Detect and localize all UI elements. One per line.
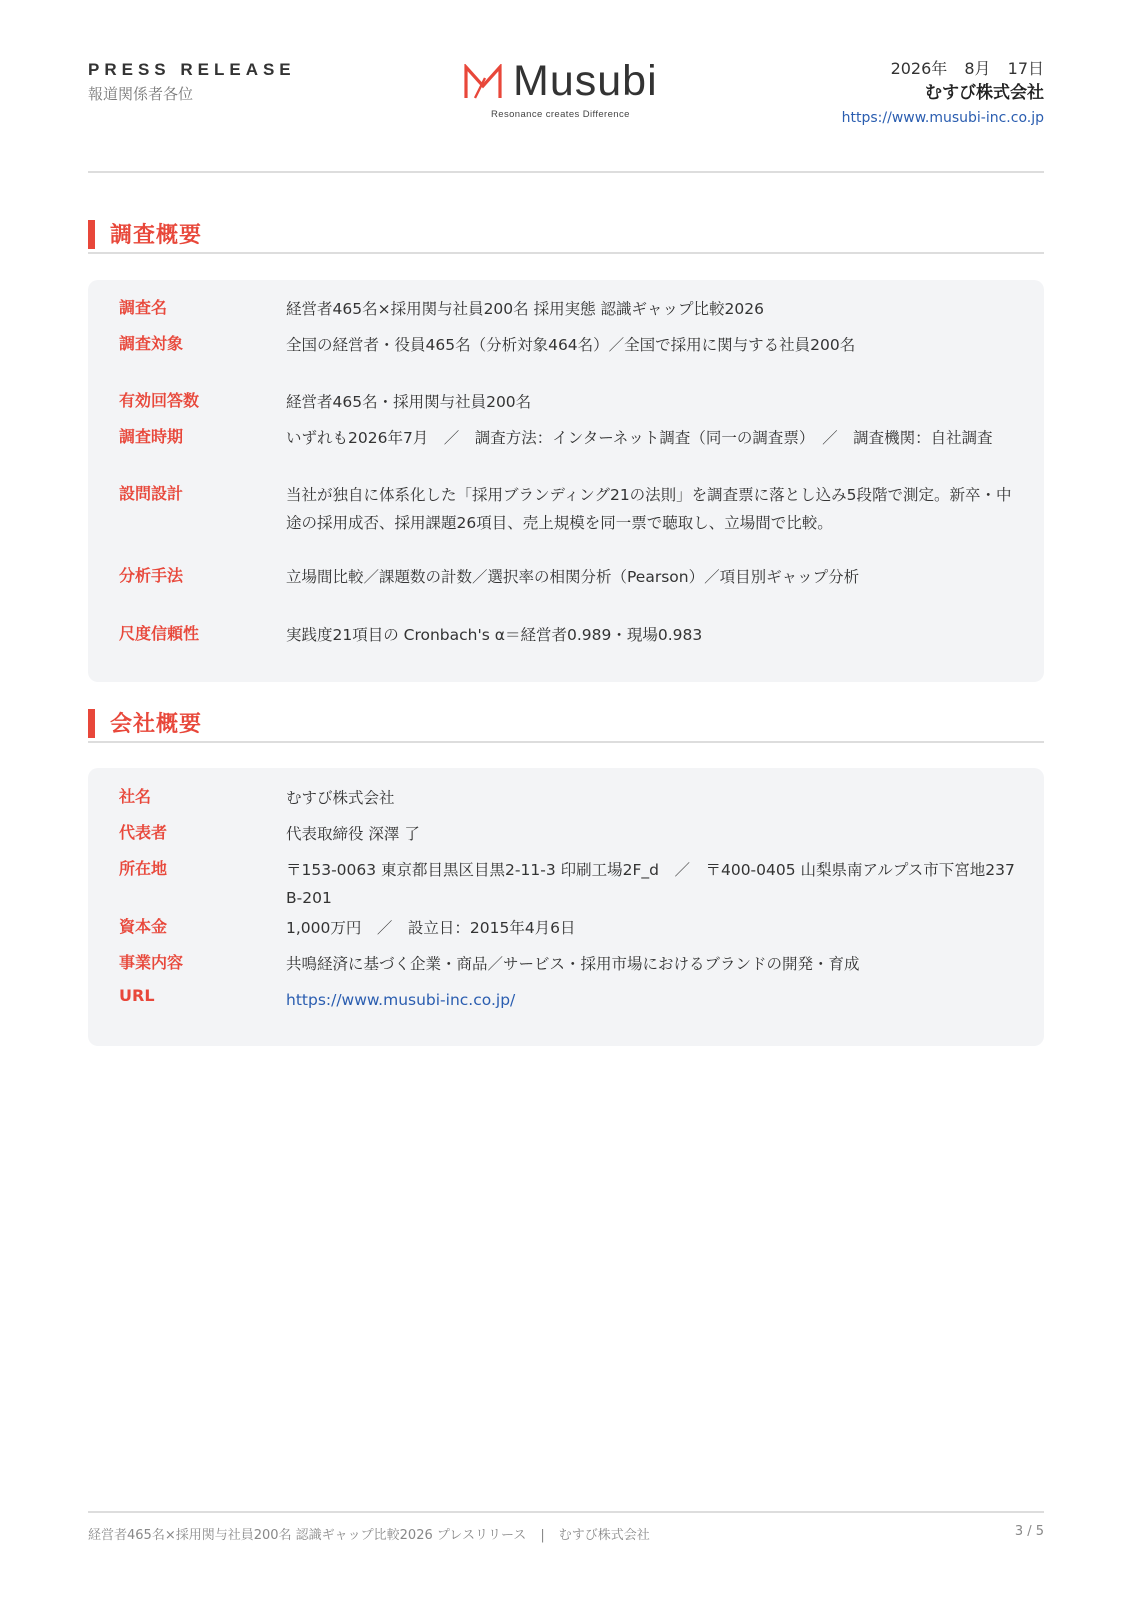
section-title: 会社概要: [110, 712, 203, 737]
row-value: 経営者465名・採用関与社員200名: [286, 393, 532, 411]
release-date: 2026年 8月 17日: [890, 59, 1044, 78]
audience-label: 報道関係者各位: [88, 85, 194, 103]
row-value: 〒153-0063 東京都目黒区目黒2-11-3 印刷工場2F_d ／ 〒400-0405 山梨県南アルプス市下宮地237 B-201: [286, 861, 1015, 907]
row-label: 尺度信頼性: [119, 624, 200, 643]
footer-company: むすび株式会社: [558, 1528, 650, 1543]
press-release-label: PRESS RELEASE: [88, 60, 296, 79]
row-label: URL: [119, 986, 155, 1005]
row-label: 調査対象: [119, 334, 184, 353]
section-title: 調査概要: [110, 223, 203, 248]
survey-section-heading: [88, 218, 1044, 254]
row-value: 当社が独自に体系化した「採用ブランディング21の法則」を調査票に落とし込み5段階で測定。新卒・中途の採用成否、採用課題26項目、売上規模を同一票で聴取し、立場間で比較。: [286, 486, 1012, 532]
row-value: 立場間比較／課題数の計数／選択率の相関分析（Pearson）／項目別ギャップ分析: [286, 568, 860, 586]
row-label: 所在地: [119, 859, 168, 878]
row-value: 共鳴経済に基づく企業・商品／サービス・採用市場におけるブランドの開発・育成: [286, 955, 860, 973]
row-label: 調査時期: [119, 427, 184, 446]
row-label: 社名: [119, 787, 152, 806]
footer-divider: [88, 1511, 1044, 1513]
musubi-mark-icon: [463, 64, 503, 100]
company-name: むすび株式会社: [925, 83, 1044, 103]
footer-separator: |: [540, 1528, 545, 1543]
footer-document-title: 経営者465名×採用関与社員200名 認識ギャップ比較2026 プレスリリース: [88, 1528, 527, 1543]
row-value: むすび株式会社: [286, 789, 395, 807]
section-accent-bar: [88, 220, 95, 249]
row-label: 事業内容: [119, 953, 184, 972]
logo-wordmark: Musubi: [513, 57, 658, 105]
row-value: 経営者465名×採用関与社員200名 採用実態 認識ギャップ比較2026: [286, 300, 764, 318]
row-label: 調査名: [119, 298, 168, 317]
page-number: 3 / 5: [1014, 1524, 1044, 1539]
row-label: 有効回答数: [119, 391, 200, 410]
company-section-heading: [88, 707, 1044, 743]
survey-panel: [88, 280, 1044, 682]
row-label: 代表者: [119, 823, 168, 842]
row-value: 1,000万円 ／ 設立日：2015年4月6日: [286, 919, 576, 937]
musubi-logo: [463, 58, 693, 128]
header-divider: [88, 171, 1044, 173]
row-value: いずれも2026年7月 ／ 調査方法：インターネット調査（同一の調査票） ／ 調査機関：自社調査: [286, 429, 993, 447]
page-header: [88, 58, 1044, 134]
row-value: 実践度21項目の Cronbach's α＝経営者0.989・現場0.983: [286, 626, 703, 644]
company-website-link[interactable]: https://www.musubi-inc.co.jp/: [286, 991, 516, 1009]
logo-tagline: Resonance creates Difference: [491, 109, 630, 120]
row-value: 全国の経営者・役員465名（分析対象464名）／全国で採用に関与する社員200名: [286, 336, 856, 354]
row-label: 設問設計: [119, 484, 184, 503]
release-meta: [842, 58, 1044, 130]
row-label: 分析手法: [119, 566, 184, 585]
company-panel: [88, 768, 1044, 1046]
row-label: 資本金: [119, 917, 168, 936]
footer-title: [88, 1524, 650, 1543]
row-value: 代表取締役 深澤 了: [286, 825, 420, 843]
company-url-link[interactable]: https://www.musubi-inc.co.jp: [841, 110, 1044, 126]
section-accent-bar: [88, 709, 95, 738]
